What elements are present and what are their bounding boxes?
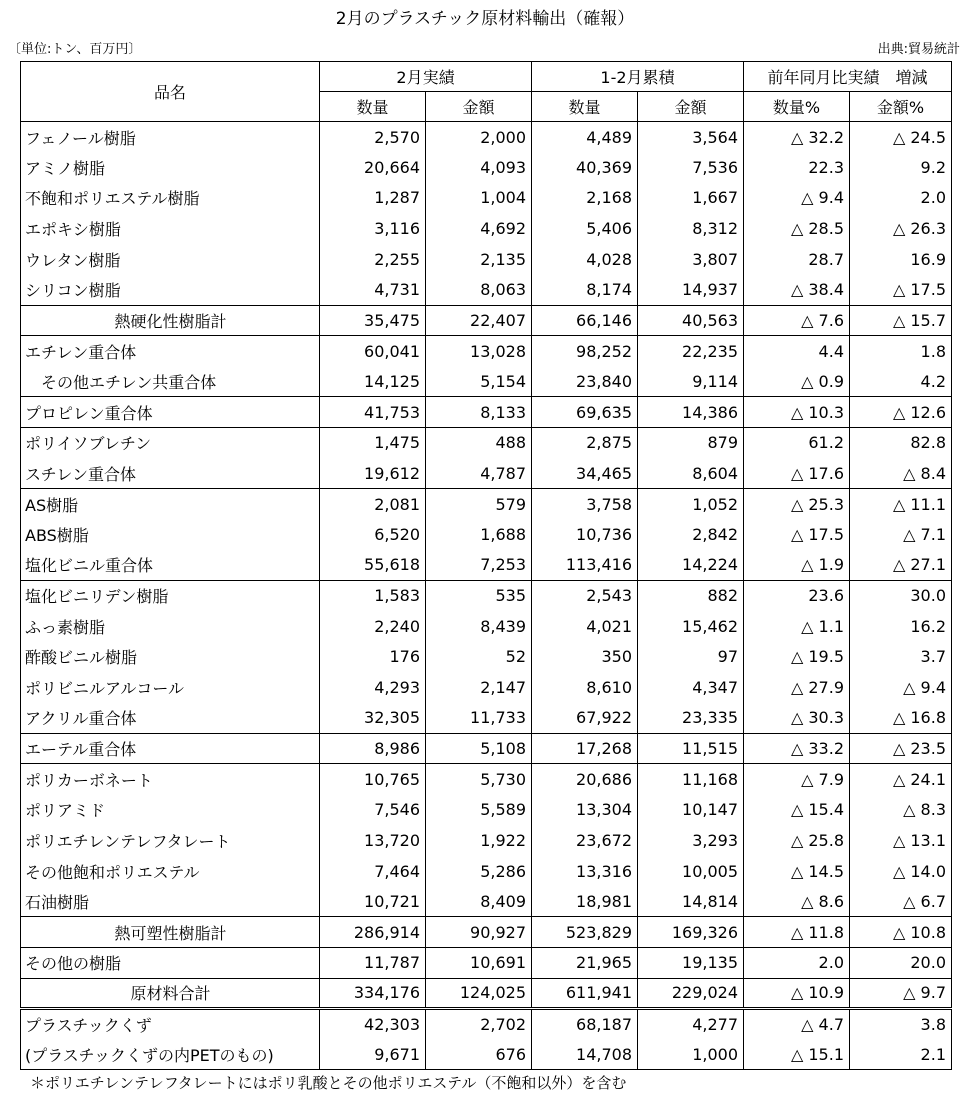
item-name: 石油樹脂: [21, 886, 320, 917]
item-name: 熱硬化性樹脂計: [21, 305, 320, 336]
cum-amount: 40,563: [638, 305, 744, 336]
cum-qty: 3,758: [532, 489, 638, 520]
yoy-amount-pct: 82.8: [850, 427, 952, 458]
table-row: [21, 152, 952, 183]
month-qty: 20,664: [320, 152, 426, 183]
yoy-amount-pct: △ 7.1: [850, 519, 952, 550]
cum-qty: 14,708: [532, 1039, 638, 1070]
cum-qty: 34,465: [532, 458, 638, 489]
cum-amount: 14,224: [638, 550, 744, 581]
cum-qty: 8,174: [532, 274, 638, 305]
month-qty: 7,546: [320, 795, 426, 826]
cum-qty: 20,686: [532, 764, 638, 795]
item-name: 酢酸ビニル樹脂: [21, 642, 320, 673]
month-qty: 42,303: [320, 1009, 426, 1040]
table-row: [21, 305, 952, 336]
item-name: 塩化ビニリデン樹脂: [21, 580, 320, 611]
month-amount: 8,133: [426, 397, 532, 428]
header-item: 品名: [21, 62, 320, 122]
month-amount: 4,787: [426, 458, 532, 489]
month-qty: 6,520: [320, 519, 426, 550]
cum-amount: 23,335: [638, 703, 744, 734]
cum-amount: 11,168: [638, 764, 744, 795]
table-row: [21, 978, 952, 1009]
cum-qty: 113,416: [532, 550, 638, 581]
table-row: [21, 611, 952, 642]
cum-amount: 14,386: [638, 397, 744, 428]
month-amount: 13,028: [426, 336, 532, 367]
yoy-amount-pct: 16.9: [850, 244, 952, 275]
month-amount: 1,004: [426, 183, 532, 214]
table-row: [21, 427, 952, 458]
yoy-qty-pct: △ 33.2: [744, 733, 850, 764]
month-amount: 5,108: [426, 733, 532, 764]
item-name: その他エチレン共重合体: [21, 366, 320, 397]
yoy-amount-pct: △ 12.6: [850, 397, 952, 428]
header-yoy-qty-pct: 数量%: [744, 92, 850, 122]
yoy-qty-pct: 28.7: [744, 244, 850, 275]
yoy-amount-pct: △ 24.1: [850, 764, 952, 795]
month-qty: 2,255: [320, 244, 426, 275]
month-amount: 2,135: [426, 244, 532, 275]
month-qty: 2,570: [320, 122, 426, 153]
cum-amount: 882: [638, 580, 744, 611]
yoy-amount-pct: △ 17.5: [850, 274, 952, 305]
cum-amount: 3,807: [638, 244, 744, 275]
cum-amount: 9,114: [638, 366, 744, 397]
item-name: 塩化ビニル重合体: [21, 550, 320, 581]
month-qty: 176: [320, 642, 426, 673]
table-row: [21, 580, 952, 611]
unit-label: 〔単位:トン、百万円〕: [8, 42, 142, 57]
month-qty: 9,671: [320, 1039, 426, 1070]
yoy-amount-pct: △ 14.0: [850, 856, 952, 887]
month-qty: 334,176: [320, 978, 426, 1009]
table-row: [21, 733, 952, 764]
item-name: プラスチックくず: [21, 1009, 320, 1040]
month-qty: 11,787: [320, 948, 426, 979]
month-amount: 2,147: [426, 672, 532, 703]
month-qty: 60,041: [320, 336, 426, 367]
cum-qty: 4,489: [532, 122, 638, 153]
yoy-qty-pct: △ 4.7: [744, 1009, 850, 1040]
item-name: ABS樹脂: [21, 519, 320, 550]
cum-amount: 14,937: [638, 274, 744, 305]
item-name: エポキシ樹脂: [21, 213, 320, 244]
yoy-qty-pct: 4.4: [744, 336, 850, 367]
cum-qty: 2,543: [532, 580, 638, 611]
item-name: AS樹脂: [21, 489, 320, 520]
cum-qty: 68,187: [532, 1009, 638, 1040]
cum-amount: 10,147: [638, 795, 744, 826]
cum-amount: 3,293: [638, 825, 744, 856]
table-row: [21, 642, 952, 673]
cum-amount: 15,462: [638, 611, 744, 642]
item-name: ポリビニルアルコール: [21, 672, 320, 703]
table-row: [21, 917, 952, 948]
yoy-amount-pct: △ 11.1: [850, 489, 952, 520]
month-qty: 19,612: [320, 458, 426, 489]
cum-amount: 4,277: [638, 1009, 744, 1040]
yoy-qty-pct: △ 19.5: [744, 642, 850, 673]
table-row: [21, 122, 952, 153]
cum-amount: 10,005: [638, 856, 744, 887]
yoy-amount-pct: △ 23.5: [850, 733, 952, 764]
item-name: (プラスチックくずの内PETのもの): [21, 1039, 320, 1070]
cum-amount: 8,604: [638, 458, 744, 489]
month-qty: 2,240: [320, 611, 426, 642]
item-name: ウレタン樹脂: [21, 244, 320, 275]
month-amount: 7,253: [426, 550, 532, 581]
cum-amount: 169,326: [638, 917, 744, 948]
month-qty: 10,721: [320, 886, 426, 917]
table-row: [21, 550, 952, 581]
cum-qty: 2,875: [532, 427, 638, 458]
yoy-qty-pct: 22.3: [744, 152, 850, 183]
yoy-qty-pct: △ 11.8: [744, 917, 850, 948]
cum-qty: 4,028: [532, 244, 638, 275]
month-qty: 32,305: [320, 703, 426, 734]
item-name: プロピレン重合体: [21, 397, 320, 428]
cum-qty: 23,672: [532, 825, 638, 856]
yoy-amount-pct: 3.7: [850, 642, 952, 673]
month-qty: 3,116: [320, 213, 426, 244]
yoy-amount-pct: △ 26.3: [850, 213, 952, 244]
month-qty: 10,765: [320, 764, 426, 795]
month-amount: 11,733: [426, 703, 532, 734]
yoy-amount-pct: 1.8: [850, 336, 952, 367]
cum-qty: 4,021: [532, 611, 638, 642]
month-qty: 41,753: [320, 397, 426, 428]
yoy-qty-pct: △ 8.6: [744, 886, 850, 917]
table-row: [21, 948, 952, 979]
cum-amount: 97: [638, 642, 744, 673]
month-amount: 4,093: [426, 152, 532, 183]
item-name: ポリカーボネート: [21, 764, 320, 795]
header-group-month: 2月実績: [320, 62, 532, 92]
cum-amount: 2,842: [638, 519, 744, 550]
yoy-qty-pct: △ 7.6: [744, 305, 850, 336]
table-row: [21, 672, 952, 703]
table-row: [21, 397, 952, 428]
yoy-qty-pct: △ 38.4: [744, 274, 850, 305]
cum-qty: 17,268: [532, 733, 638, 764]
yoy-qty-pct: △ 15.1: [744, 1039, 850, 1070]
yoy-amount-pct: △ 13.1: [850, 825, 952, 856]
month-amount: 4,692: [426, 213, 532, 244]
table-row: [21, 1009, 952, 1040]
month-qty: 4,731: [320, 274, 426, 305]
yoy-qty-pct: △ 32.2: [744, 122, 850, 153]
cum-amount: 19,135: [638, 948, 744, 979]
yoy-qty-pct: △ 30.3: [744, 703, 850, 734]
yoy-qty-pct: △ 27.9: [744, 672, 850, 703]
yoy-amount-pct: 2.0: [850, 183, 952, 214]
cum-amount: 8,312: [638, 213, 744, 244]
yoy-amount-pct: 4.2: [850, 366, 952, 397]
yoy-amount-pct: △ 16.8: [850, 703, 952, 734]
cum-qty: 5,406: [532, 213, 638, 244]
month-amount: 579: [426, 489, 532, 520]
table-header: [21, 62, 952, 122]
table-row: [21, 825, 952, 856]
item-name: スチレン重合体: [21, 458, 320, 489]
yoy-qty-pct: △ 7.9: [744, 764, 850, 795]
yoy-qty-pct: 2.0: [744, 948, 850, 979]
month-amount: 5,589: [426, 795, 532, 826]
item-name: ポリイソブレチン: [21, 427, 320, 458]
yoy-qty-pct: 61.2: [744, 427, 850, 458]
cum-amount: 229,024: [638, 978, 744, 1009]
yoy-amount-pct: 16.2: [850, 611, 952, 642]
cum-qty: 21,965: [532, 948, 638, 979]
month-amount: 5,730: [426, 764, 532, 795]
item-name: シリコン樹脂: [21, 274, 320, 305]
yoy-qty-pct: 23.6: [744, 580, 850, 611]
header-month-amount: 金額: [426, 92, 532, 122]
yoy-amount-pct: △ 8.4: [850, 458, 952, 489]
month-qty: 2,081: [320, 489, 426, 520]
item-name: アクリル重合体: [21, 703, 320, 734]
table-row: [21, 886, 952, 917]
cum-amount: 22,235: [638, 336, 744, 367]
cum-amount: 11,515: [638, 733, 744, 764]
cum-qty: 69,635: [532, 397, 638, 428]
month-qty: 13,720: [320, 825, 426, 856]
export-table: [20, 61, 952, 1070]
month-qty: 1,287: [320, 183, 426, 214]
month-qty: 1,583: [320, 580, 426, 611]
month-amount: 8,063: [426, 274, 532, 305]
yoy-amount-pct: △ 9.4: [850, 672, 952, 703]
yoy-qty-pct: △ 0.9: [744, 366, 850, 397]
yoy-amount-pct: △ 6.7: [850, 886, 952, 917]
table-row: [21, 366, 952, 397]
item-name: ポリエチレンテレフタレート: [21, 825, 320, 856]
month-amount: 535: [426, 580, 532, 611]
table-row: [21, 213, 952, 244]
cum-qty: 8,610: [532, 672, 638, 703]
yoy-qty-pct: △ 15.4: [744, 795, 850, 826]
cum-amount: 879: [638, 427, 744, 458]
header-yoy-amount-pct: 金額%: [850, 92, 952, 122]
month-amount: 2,702: [426, 1009, 532, 1040]
cum-amount: 1,000: [638, 1039, 744, 1070]
page-title: 2月のプラスチック原材料輸出（確報）: [335, 9, 635, 29]
cum-amount: 1,667: [638, 183, 744, 214]
table-row: [21, 519, 952, 550]
month-amount: 488: [426, 427, 532, 458]
header-cum-amount: 金額: [638, 92, 744, 122]
item-name: 熱可塑性樹脂計: [21, 917, 320, 948]
cum-qty: 66,146: [532, 305, 638, 336]
cum-amount: 1,052: [638, 489, 744, 520]
yoy-qty-pct: △ 28.5: [744, 213, 850, 244]
table-row: [21, 183, 952, 214]
header-group-cumulative: 1-2月累積: [532, 62, 744, 92]
cum-qty: 611,941: [532, 978, 638, 1009]
cum-qty: 13,304: [532, 795, 638, 826]
yoy-amount-pct: △ 8.3: [850, 795, 952, 826]
month-amount: 1,922: [426, 825, 532, 856]
yoy-qty-pct: △ 14.5: [744, 856, 850, 887]
cum-qty: 40,369: [532, 152, 638, 183]
month-amount: 22,407: [426, 305, 532, 336]
yoy-qty-pct: △ 25.8: [744, 825, 850, 856]
yoy-qty-pct: △ 1.1: [744, 611, 850, 642]
table-body: [21, 122, 952, 1070]
month-qty: 14,125: [320, 366, 426, 397]
yoy-amount-pct: △ 27.1: [850, 550, 952, 581]
yoy-amount-pct: 3.8: [850, 1009, 952, 1040]
cum-amount: 7,536: [638, 152, 744, 183]
yoy-qty-pct: △ 17.6: [744, 458, 850, 489]
cum-amount: 4,347: [638, 672, 744, 703]
footnote: ＊ポリエチレンテレフタレートにはポリ乳酸とその他ポリエステル（不飽和以外）を含む: [30, 1074, 627, 1092]
item-name: エーテル重合体: [21, 733, 320, 764]
month-amount: 8,439: [426, 611, 532, 642]
month-amount: 5,154: [426, 366, 532, 397]
source-label: 出典:貿易統計: [877, 42, 960, 57]
yoy-amount-pct: 9.2: [850, 152, 952, 183]
cum-qty: 23,840: [532, 366, 638, 397]
item-name: フェノール樹脂: [21, 122, 320, 153]
yoy-amount-pct: △ 15.7: [850, 305, 952, 336]
month-amount: 676: [426, 1039, 532, 1070]
table-row: [21, 764, 952, 795]
yoy-qty-pct: △ 9.4: [744, 183, 850, 214]
header-month-qty: 数量: [320, 92, 426, 122]
month-amount: 5,286: [426, 856, 532, 887]
header-cum-qty: 数量: [532, 92, 638, 122]
month-amount: 52: [426, 642, 532, 673]
month-qty: 286,914: [320, 917, 426, 948]
cum-amount: 3,564: [638, 122, 744, 153]
cum-qty: 523,829: [532, 917, 638, 948]
yoy-qty-pct: △ 10.3: [744, 397, 850, 428]
yoy-amount-pct: 2.1: [850, 1039, 952, 1070]
table-row: [21, 489, 952, 520]
item-name: 不飽和ポリエステル樹脂: [21, 183, 320, 214]
month-amount: 90,927: [426, 917, 532, 948]
header-group-yoy: 前年同月比実績 増減: [744, 62, 952, 92]
yoy-amount-pct: △ 10.8: [850, 917, 952, 948]
month-amount: 8,409: [426, 886, 532, 917]
yoy-qty-pct: △ 17.5: [744, 519, 850, 550]
cum-qty: 98,252: [532, 336, 638, 367]
yoy-amount-pct: 30.0: [850, 580, 952, 611]
month-qty: 55,618: [320, 550, 426, 581]
table-row: [21, 458, 952, 489]
cum-qty: 67,922: [532, 703, 638, 734]
month-amount: 1,688: [426, 519, 532, 550]
item-name: アミノ樹脂: [21, 152, 320, 183]
yoy-amount-pct: 20.0: [850, 948, 952, 979]
yoy-qty-pct: △ 1.9: [744, 550, 850, 581]
item-name: ポリアミド: [21, 795, 320, 826]
table-row: [21, 244, 952, 275]
month-qty: 7,464: [320, 856, 426, 887]
yoy-amount-pct: △ 24.5: [850, 122, 952, 153]
cum-qty: 13,316: [532, 856, 638, 887]
table-row: [21, 1039, 952, 1070]
item-name: その他の樹脂: [21, 948, 320, 979]
item-name: その他飽和ポリエステル: [21, 856, 320, 887]
yoy-amount-pct: △ 9.7: [850, 978, 952, 1009]
table-row: [21, 856, 952, 887]
month-qty: 8,986: [320, 733, 426, 764]
cum-qty: 2,168: [532, 183, 638, 214]
cum-amount: 14,814: [638, 886, 744, 917]
cum-qty: 10,736: [532, 519, 638, 550]
yoy-qty-pct: △ 25.3: [744, 489, 850, 520]
item-name: エチレン重合体: [21, 336, 320, 367]
item-name: ふっ素樹脂: [21, 611, 320, 642]
month-qty: 4,293: [320, 672, 426, 703]
table-row: [21, 795, 952, 826]
month-amount: 10,691: [426, 948, 532, 979]
table-row: [21, 274, 952, 305]
month-qty: 1,475: [320, 427, 426, 458]
month-qty: 35,475: [320, 305, 426, 336]
table-row: [21, 703, 952, 734]
cum-qty: 350: [532, 642, 638, 673]
cum-qty: 18,981: [532, 886, 638, 917]
table-row: [21, 336, 952, 367]
yoy-qty-pct: △ 10.9: [744, 978, 850, 1009]
month-amount: 124,025: [426, 978, 532, 1009]
item-name: 原材料合計: [21, 978, 320, 1009]
month-amount: 2,000: [426, 122, 532, 153]
